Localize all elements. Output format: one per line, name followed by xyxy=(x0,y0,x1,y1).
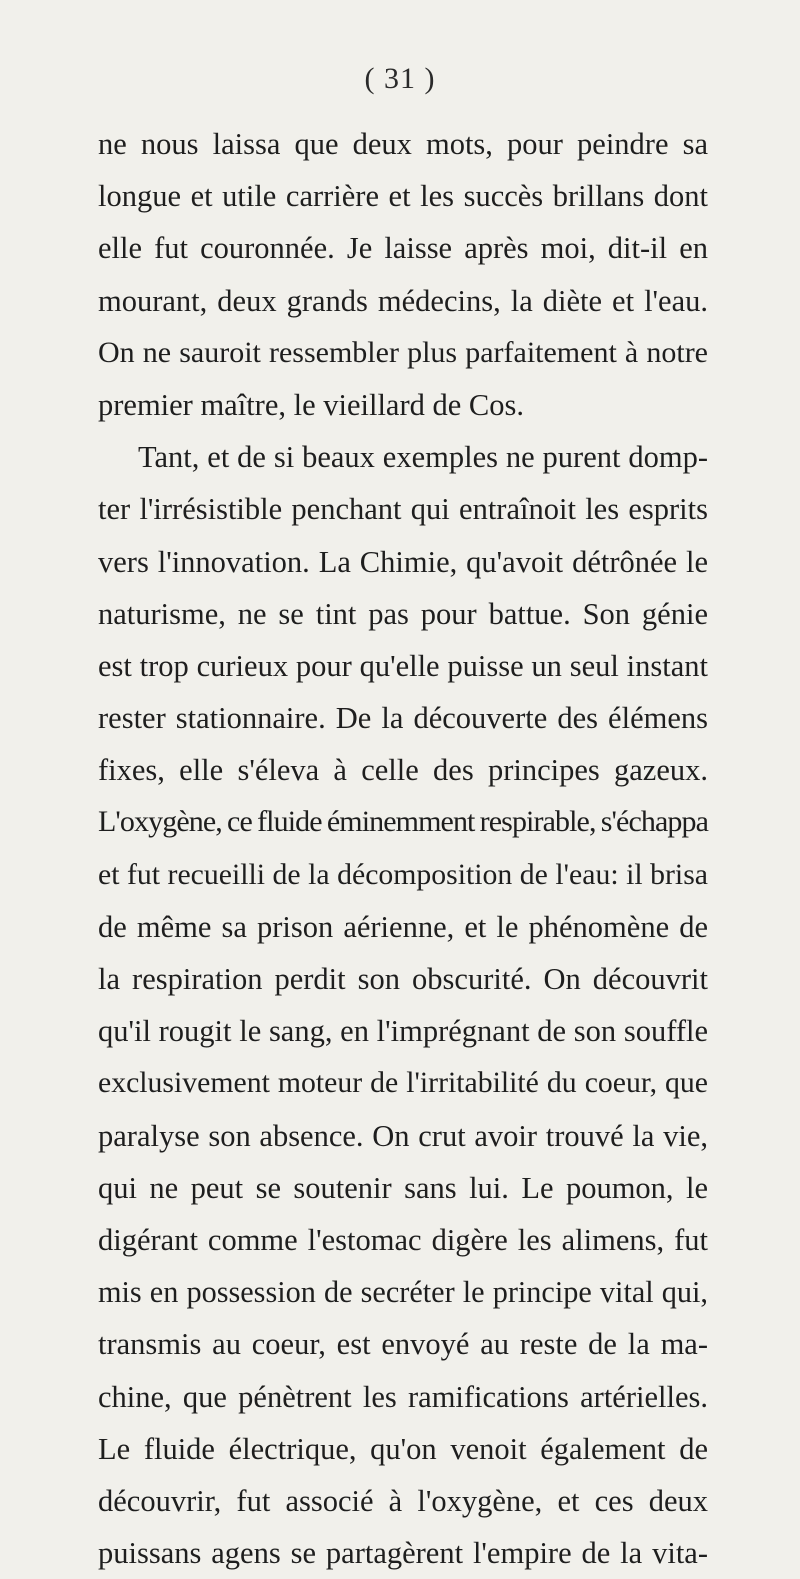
text-line: chine, que pénètrent les ramifications artérielles. xyxy=(98,1379,708,1414)
text-line: premier maître, le vieillard de Cos. xyxy=(98,387,525,422)
text-line: rester stationnaire. De la découverte des élémens xyxy=(98,701,708,736)
text-line: On ne sauroit ressembler plus parfaitement à notre xyxy=(98,335,708,369)
text-line: ne nous laissa que deux mots, pour peindre sa xyxy=(98,127,708,161)
text-line: L'oxygène, ce fluide éminemment respirable, s'échappa xyxy=(98,805,708,839)
text-line: naturisme, ne se tint pas pour battue. Son génie xyxy=(98,596,708,631)
body-text xyxy=(98,118,708,1579)
text-line: longue et utile carrière et les succès brillans dont xyxy=(98,179,708,214)
text-line: ter l'irrésistible penchant qui entraînoit les esprits xyxy=(98,492,708,527)
text-line: digérant comme l'estomac digère les alimens, fut xyxy=(98,1222,708,1257)
text-line: transmis au coeur, est envoyé au reste de la ma- xyxy=(98,1327,708,1362)
text-line: vers l'innovation. La Chimie, qu'avoit détrônée le xyxy=(98,544,708,579)
text-line: et fut recueilli de la décomposition de l'eau: il brisa xyxy=(98,857,708,891)
text-line: mis en possession de secréter le principe vital qui, xyxy=(98,1275,708,1310)
text-line: est trop curieux pour qu'elle puisse un seul instant xyxy=(98,648,708,683)
text-line: exclusivement moteur de l'irritabilité du coeur, que xyxy=(98,1066,708,1100)
text-line: puissans agens se partagèrent l'empire de la vita- xyxy=(98,1536,708,1571)
text-line: la respiration perdit son obscurité. On découvrit xyxy=(98,962,708,996)
text-line: mourant, deux grands médecins, la diète et l'eau. xyxy=(98,283,708,318)
text-line: paralyse son absence. On crut avoir trouvé la vie, xyxy=(98,1118,708,1153)
text-line: découvrir, fut associé à l'oxygène, et ces deux xyxy=(98,1483,708,1518)
text-line: fixes, elle s'éleva à celle des principes gazeux. xyxy=(98,753,708,788)
text-line: de même sa prison aérienne, et le phénomène de xyxy=(98,909,708,944)
text-line: qui ne peut se soutenir sans lui. Le poumon, le xyxy=(98,1170,708,1205)
text-line: Le fluide électrique, qu'on venoit également de xyxy=(98,1431,708,1466)
text-line: Tant, et de si beaux exemples ne purent domp- xyxy=(138,440,708,475)
text-line: qu'il rougit le sang, en l'imprégnant de son souffle xyxy=(98,1014,708,1049)
page-number: ( 31 ) xyxy=(364,62,436,95)
text-line: elle fut couronnée. Je laisse après moi, dit-il en xyxy=(98,231,708,266)
